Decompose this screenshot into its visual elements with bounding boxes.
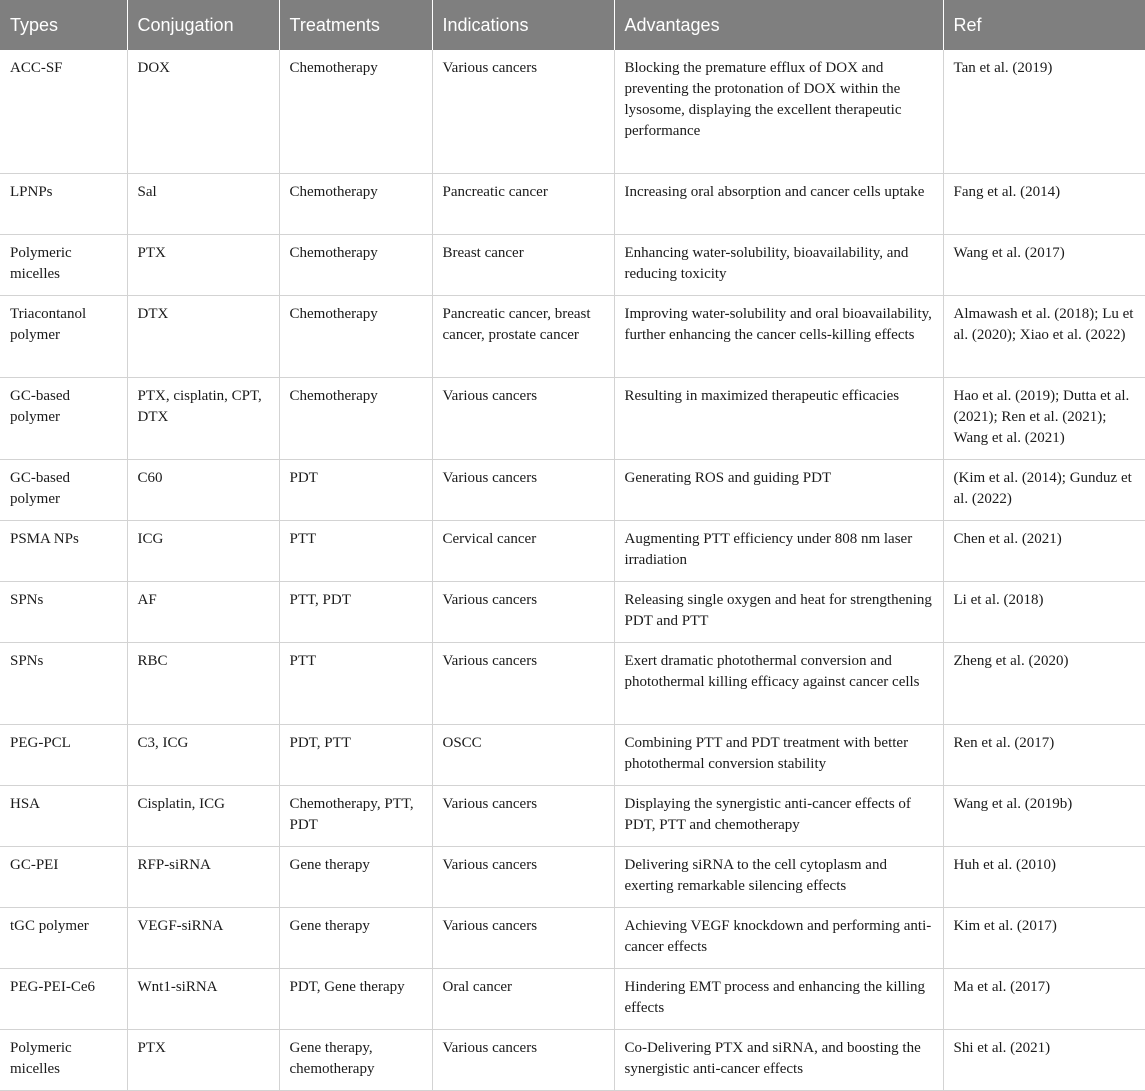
table-row <box>0 968 1145 1029</box>
type-cell: SPNs <box>0 642 127 724</box>
treatments-cell: PTT <box>279 642 432 724</box>
table-row <box>0 1029 1145 1090</box>
ref-cell: (Kim et al. (2014); Gunduz et al. (2022) <box>943 459 1145 520</box>
conjugation-cell: PTX <box>127 1029 279 1090</box>
treatments-cell: PDT, Gene therapy <box>279 968 432 1029</box>
header-treatments: Treatments <box>279 0 432 50</box>
treatments-cell: Chemotherapy <box>279 377 432 459</box>
indications-cell: Various cancers <box>432 1029 614 1090</box>
conjugation-cell: C60 <box>127 459 279 520</box>
ref-cell: Huh et al. (2010) <box>943 846 1145 907</box>
advantages-cell: Augmenting PTT efficiency under 808 nm laser irradiation <box>614 520 943 581</box>
type-cell: GC-based polymer <box>0 459 127 520</box>
conjugation-cell: RFP-siRNA <box>127 846 279 907</box>
conjugation-cell: Wnt1-siRNA <box>127 968 279 1029</box>
treatments-cell: Gene therapy, chemotherapy <box>279 1029 432 1090</box>
conjugation-cell: Sal <box>127 173 279 234</box>
advantages-cell: Hindering EMT process and enhancing the killing effects <box>614 968 943 1029</box>
type-cell: SPNs <box>0 581 127 642</box>
header-row <box>0 0 1145 50</box>
indications-cell: Various cancers <box>432 581 614 642</box>
type-cell: GC-PEI <box>0 846 127 907</box>
treatments-cell: Gene therapy <box>279 907 432 968</box>
advantages-cell: Displaying the synergistic anti-cancer effects of PDT, PTT and chemotherapy <box>614 785 943 846</box>
table-row <box>0 642 1145 724</box>
indications-cell: Various cancers <box>432 642 614 724</box>
conjugation-cell: DOX <box>127 50 279 173</box>
type-cell: ACC-SF <box>0 50 127 173</box>
treatments-cell: PDT <box>279 459 432 520</box>
treatments-cell: Chemotherapy <box>279 234 432 295</box>
ref-cell: Wang et al. (2017) <box>943 234 1145 295</box>
ref-cell: Tan et al. (2019) <box>943 50 1145 173</box>
treatments-cell: PTT, PDT <box>279 581 432 642</box>
table-row <box>0 724 1145 785</box>
conjugation-cell: Cisplatin, ICG <box>127 785 279 846</box>
table-row <box>0 295 1145 377</box>
ref-cell: Shi et al. (2021) <box>943 1029 1145 1090</box>
conjugation-cell: RBC <box>127 642 279 724</box>
advantages-cell: Generating ROS and guiding PDT <box>614 459 943 520</box>
ref-cell: Li et al. (2018) <box>943 581 1145 642</box>
indications-cell: Pancreatic cancer <box>432 173 614 234</box>
advantages-cell: Delivering siRNA to the cell cytoplasm and exerting remarkable silencing effects <box>614 846 943 907</box>
conjugation-cell: AF <box>127 581 279 642</box>
type-cell: Polymeric micelles <box>0 234 127 295</box>
indications-cell: Pancreatic cancer, breast cancer, prostate cancer <box>432 295 614 377</box>
type-cell: LPNPs <box>0 173 127 234</box>
ref-cell: Hao et al. (2019); Dutta et al. (2021); Ren et al. (2021); Wang et al. (2021) <box>943 377 1145 459</box>
ref-cell: Almawash et al. (2018); Lu et al. (2020); Xiao et al. (2022) <box>943 295 1145 377</box>
ref-cell: Wang et al. (2019b) <box>943 785 1145 846</box>
indications-cell: OSCC <box>432 724 614 785</box>
advantages-cell: Exert dramatic photothermal conversion and photothermal killing efficacy against cancer cells <box>614 642 943 724</box>
advantages-cell: Releasing single oxygen and heat for strengthening PDT and PTT <box>614 581 943 642</box>
indications-cell: Various cancers <box>432 459 614 520</box>
header-types: Types <box>0 0 127 50</box>
type-cell: PSMA NPs <box>0 520 127 581</box>
ref-cell: Kim et al. (2017) <box>943 907 1145 968</box>
ref-cell: Ren et al. (2017) <box>943 724 1145 785</box>
treatments-cell: Chemotherapy <box>279 295 432 377</box>
ref-cell: Fang et al. (2014) <box>943 173 1145 234</box>
ref-cell: Zheng et al. (2020) <box>943 642 1145 724</box>
conjugation-cell: PTX <box>127 234 279 295</box>
indications-cell: Various cancers <box>432 907 614 968</box>
advantages-cell: Increasing oral absorption and cancer cells uptake <box>614 173 943 234</box>
table-row <box>0 173 1145 234</box>
table-row <box>0 846 1145 907</box>
indications-cell: Various cancers <box>432 377 614 459</box>
advantages-cell: Co-Delivering PTX and siRNA, and boosting the synergistic anti-cancer effects <box>614 1029 943 1090</box>
advantages-cell: Blocking the premature efflux of DOX and preventing the protonation of DOX within the lysosome, displaying the excellent therapeutic performance <box>614 50 943 173</box>
table-body <box>0 50 1145 1090</box>
table-header <box>0 0 1145 50</box>
treatments-cell: PDT, PTT <box>279 724 432 785</box>
indications-cell: Various cancers <box>432 50 614 173</box>
type-cell: GC-based polymer <box>0 377 127 459</box>
table-row <box>0 459 1145 520</box>
conjugation-cell: VEGF-siRNA <box>127 907 279 968</box>
type-cell: tGC polymer <box>0 907 127 968</box>
advantages-cell: Combining PTT and PDT treatment with better photothermal conversion stability <box>614 724 943 785</box>
table-row <box>0 581 1145 642</box>
indications-cell: Breast cancer <box>432 234 614 295</box>
type-cell: Triacontanol polymer <box>0 295 127 377</box>
conjugation-cell: C3, ICG <box>127 724 279 785</box>
table-row <box>0 234 1145 295</box>
advantages-cell: Achieving VEGF knockdown and performing anti-cancer effects <box>614 907 943 968</box>
ref-cell: Chen et al. (2021) <box>943 520 1145 581</box>
treatments-cell: PTT <box>279 520 432 581</box>
conjugation-cell: DTX <box>127 295 279 377</box>
table-row <box>0 377 1145 459</box>
advantages-cell: Resulting in maximized therapeutic efficacies <box>614 377 943 459</box>
indications-cell: Cervical cancer <box>432 520 614 581</box>
header-indications: Indications <box>432 0 614 50</box>
treatments-cell: Chemotherapy <box>279 173 432 234</box>
header-conjugation: Conjugation <box>127 0 279 50</box>
type-cell: Polymeric micelles <box>0 1029 127 1090</box>
conjugation-cell: PTX, cisplatin, CPT, DTX <box>127 377 279 459</box>
table-row <box>0 785 1145 846</box>
conjugation-cell: ICG <box>127 520 279 581</box>
indications-cell: Various cancers <box>432 785 614 846</box>
header-advantages: Advantages <box>614 0 943 50</box>
type-cell: PEG-PCL <box>0 724 127 785</box>
table-row <box>0 50 1145 173</box>
type-cell: HSA <box>0 785 127 846</box>
advantages-cell: Enhancing water-solubility, bioavailability, and reducing toxicity <box>614 234 943 295</box>
type-cell: PEG-PEI-Ce6 <box>0 968 127 1029</box>
indications-cell: Oral cancer <box>432 968 614 1029</box>
table-row <box>0 520 1145 581</box>
header-ref: Ref <box>943 0 1145 50</box>
indications-cell: Various cancers <box>432 846 614 907</box>
treatments-cell: Chemotherapy <box>279 50 432 173</box>
table-row <box>0 907 1145 968</box>
treatments-cell: Gene therapy <box>279 846 432 907</box>
advantages-cell: Improving water-solubility and oral bioavailability, further enhancing the cancer cells-killing effects <box>614 295 943 377</box>
ref-cell: Ma et al. (2017) <box>943 968 1145 1029</box>
treatments-cell: Chemotherapy, PTT, PDT <box>279 785 432 846</box>
